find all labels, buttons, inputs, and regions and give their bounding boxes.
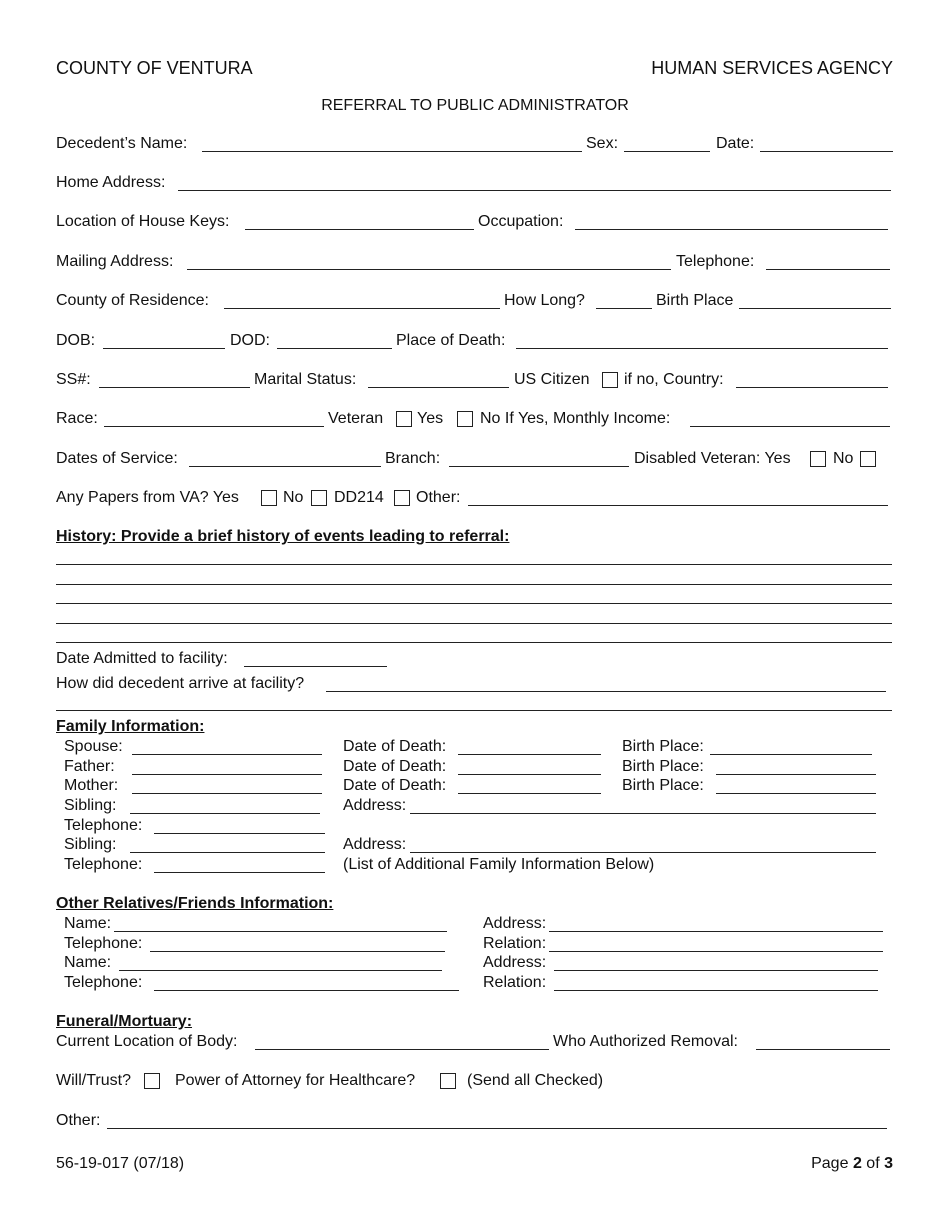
relative-relation-label: Relation:: [483, 935, 547, 952]
veteran-no-checkbox[interactable]: [457, 411, 473, 427]
county-residence-label: County of Residence:: [56, 292, 209, 309]
spouse-birth-place-label: Birth Place:: [622, 738, 704, 755]
form-number: 56-19-017 (07/18): [56, 1155, 185, 1172]
history-line[interactable]: [56, 564, 892, 565]
mailing-address-label: Mailing Address:: [56, 253, 174, 270]
birth-place-field[interactable]: [739, 308, 891, 309]
occupation-label: Occupation:: [478, 213, 564, 230]
relatives-heading: Other Relatives/Friends Information:: [56, 895, 334, 912]
send-checked-note: (Send all Checked): [467, 1072, 604, 1089]
relative-address-field[interactable]: [549, 931, 883, 932]
relative-address-label: Address:: [483, 915, 547, 932]
dob-field[interactable]: [103, 348, 225, 349]
sibling-telephone-label: Telephone:: [64, 817, 143, 834]
mother-label: Mother:: [64, 777, 119, 794]
father-birth-place-field[interactable]: [716, 774, 876, 775]
relative2-relation-label: Relation:: [483, 974, 547, 991]
date-field[interactable]: [760, 151, 893, 152]
dod-label: DOD:: [230, 332, 270, 349]
page-indicator: [811, 1155, 893, 1173]
disabled-veteran-label: Disabled Veteran: Yes: [634, 450, 791, 467]
dod-field[interactable]: [277, 348, 392, 349]
sibling-address-field[interactable]: [410, 813, 876, 814]
country-field[interactable]: [736, 387, 888, 388]
history-line[interactable]: [56, 642, 892, 643]
mother-dod-field[interactable]: [458, 793, 601, 794]
telephone-field[interactable]: [766, 269, 890, 270]
marital-status-label: Marital Status:: [254, 371, 357, 388]
papers-other-field[interactable]: [468, 505, 888, 506]
relative2-address-field[interactable]: [554, 970, 878, 971]
ss-label: SS#:: [56, 371, 91, 388]
disabled-veteran-no-checkbox[interactable]: [860, 451, 876, 467]
monthly-income-label: No If Yes, Monthly Income:: [480, 410, 671, 427]
how-long-label: How Long?: [504, 292, 585, 309]
branch-label: Branch:: [385, 450, 441, 467]
page-current: 2: [852, 1155, 862, 1172]
sibling2-field[interactable]: [130, 852, 325, 853]
dates-of-service-field[interactable]: [189, 466, 381, 467]
home-address-label: Home Address:: [56, 174, 166, 191]
date-admitted-label: Date Admitted to facility:: [56, 650, 228, 667]
spouse-birth-place-field[interactable]: [710, 754, 872, 755]
sibling2-telephone-field[interactable]: [154, 872, 325, 873]
race-field[interactable]: [104, 426, 324, 427]
papers-from-va-label: Any Papers from VA? Yes: [56, 489, 239, 506]
who-authorized-field[interactable]: [756, 1049, 890, 1050]
papers-no-checkbox[interactable]: [311, 490, 327, 506]
relative-telephone-label: Telephone:: [64, 935, 143, 952]
relative-relation-field[interactable]: [549, 951, 883, 952]
father-field[interactable]: [132, 774, 322, 775]
house-keys-field[interactable]: [245, 229, 474, 230]
sibling2-label: Sibling:: [64, 836, 117, 853]
house-keys-label: Location of House Keys:: [56, 213, 230, 230]
history-line[interactable]: [56, 623, 892, 624]
relative-name-label: Name:: [64, 915, 112, 932]
sibling-field[interactable]: [130, 813, 320, 814]
father-birth-place-label: Birth Place:: [622, 758, 704, 775]
disabled-veteran-yes-checkbox[interactable]: [810, 451, 826, 467]
place-of-death-field[interactable]: [516, 348, 888, 349]
sibling-address-label: Address:: [343, 797, 407, 814]
page-total: 3: [884, 1155, 893, 1172]
additional-family-note: (List of Additional Family Information Below): [343, 856, 655, 873]
county-name: COUNTY OF VENTURA: [56, 58, 253, 78]
spouse-field[interactable]: [132, 754, 322, 755]
relative2-address-label: Address:: [483, 954, 547, 971]
us-citizen-label: US Citizen: [514, 371, 590, 388]
sibling2-telephone-label: Telephone:: [64, 856, 143, 873]
history-line[interactable]: [56, 603, 892, 604]
power-of-attorney-checkbox[interactable]: [440, 1073, 456, 1089]
county-residence-field[interactable]: [224, 308, 500, 309]
mother-dod-label: Date of Death:: [343, 777, 447, 794]
page-word: Page: [811, 1155, 849, 1172]
dates-of-service-label: Dates of Service:: [56, 450, 178, 467]
branch-field[interactable]: [449, 466, 629, 467]
if-no-country-label: if no, Country:: [624, 371, 724, 388]
relative2-name-field[interactable]: [119, 970, 442, 971]
papers-other-label: Other:: [416, 489, 461, 506]
date-admitted-field[interactable]: [244, 666, 387, 667]
funeral-heading: Funeral/Mortuary:: [56, 1013, 193, 1030]
date-label: Date:: [716, 135, 755, 152]
relative2-name-label: Name:: [64, 954, 112, 971]
race-label: Race:: [56, 410, 98, 427]
birth-place-label: Birth Place: [656, 292, 734, 309]
how-arrive-line[interactable]: [56, 710, 892, 711]
how-long-field[interactable]: [596, 308, 652, 309]
dob-label: DOB:: [56, 332, 96, 349]
other-field[interactable]: [107, 1128, 887, 1129]
other-label: Other:: [56, 1112, 101, 1129]
location-of-body-field[interactable]: [255, 1049, 549, 1050]
mother-birth-place-field[interactable]: [716, 793, 876, 794]
mother-birth-place-label: Birth Place:: [622, 777, 704, 794]
decedent-name-label: Decedent’s Name:: [56, 135, 188, 152]
power-of-attorney-label: Power of Attorney for Healthcare?: [175, 1072, 416, 1089]
will-trust-label: Will/Trust?: [56, 1072, 131, 1089]
mother-field[interactable]: [132, 793, 322, 794]
home-address-field[interactable]: [178, 190, 891, 191]
father-dod-field[interactable]: [458, 774, 601, 775]
will-trust-checkbox[interactable]: [144, 1073, 160, 1089]
sibling-label: Sibling:: [64, 797, 117, 814]
mailing-address-field[interactable]: [187, 269, 671, 270]
spouse-dod-field[interactable]: [458, 754, 601, 755]
veteran-yes-checkbox[interactable]: [396, 411, 412, 427]
decedent-name-field[interactable]: [202, 151, 582, 152]
relative-name-field[interactable]: [114, 931, 447, 932]
sex-field[interactable]: [624, 151, 710, 152]
how-arrive-field[interactable]: [326, 691, 886, 692]
sibling-telephone-field[interactable]: [154, 833, 325, 834]
father-label: Father:: [64, 758, 115, 775]
location-of-body-label: Current Location of Body:: [56, 1033, 238, 1050]
marital-status-field[interactable]: [368, 387, 509, 388]
place-of-death-label: Place of Death:: [396, 332, 506, 349]
how-arrive-label: How did decedent arrive at facility?: [56, 675, 305, 692]
history-heading: History: Provide a brief history of events leading to referral:: [56, 528, 510, 545]
who-authorized-label: Who Authorized Removal:: [553, 1033, 738, 1050]
veteran-yes-label: Yes: [417, 410, 444, 427]
relative2-relation-field[interactable]: [554, 990, 878, 991]
spouse-label: Spouse:: [64, 738, 123, 755]
sex-label: Sex:: [586, 135, 619, 152]
papers-no-label: No: [283, 489, 304, 506]
spouse-dod-label: Date of Death:: [343, 738, 447, 755]
history-line[interactable]: [56, 584, 892, 585]
dd214-checkbox[interactable]: [394, 490, 410, 506]
disabled-veteran-no-label: No: [833, 450, 854, 467]
veteran-label: Veteran: [328, 410, 384, 427]
sibling2-address-field[interactable]: [410, 852, 876, 853]
telephone-label: Telephone:: [676, 253, 755, 270]
form-title: REFERRAL TO PUBLIC ADMINISTRATOR: [321, 97, 629, 114]
agency-name: HUMAN SERVICES AGENCY: [651, 58, 893, 78]
sibling2-address-label: Address:: [343, 836, 407, 853]
occupation-field[interactable]: [575, 229, 888, 230]
monthly-income-field[interactable]: [690, 426, 890, 427]
father-dod-label: Date of Death:: [343, 758, 447, 775]
family-heading: Family Information:: [56, 718, 205, 735]
papers-yes-checkbox[interactable]: [261, 490, 277, 506]
us-citizen-checkbox[interactable]: [602, 372, 618, 388]
relative2-telephone-field[interactable]: [154, 990, 459, 991]
relative2-telephone-label: Telephone:: [64, 974, 143, 991]
relative-telephone-field[interactable]: [150, 951, 445, 952]
ss-field[interactable]: [99, 387, 250, 388]
page-of: of: [866, 1155, 880, 1172]
dd214-label: DD214: [334, 489, 384, 506]
